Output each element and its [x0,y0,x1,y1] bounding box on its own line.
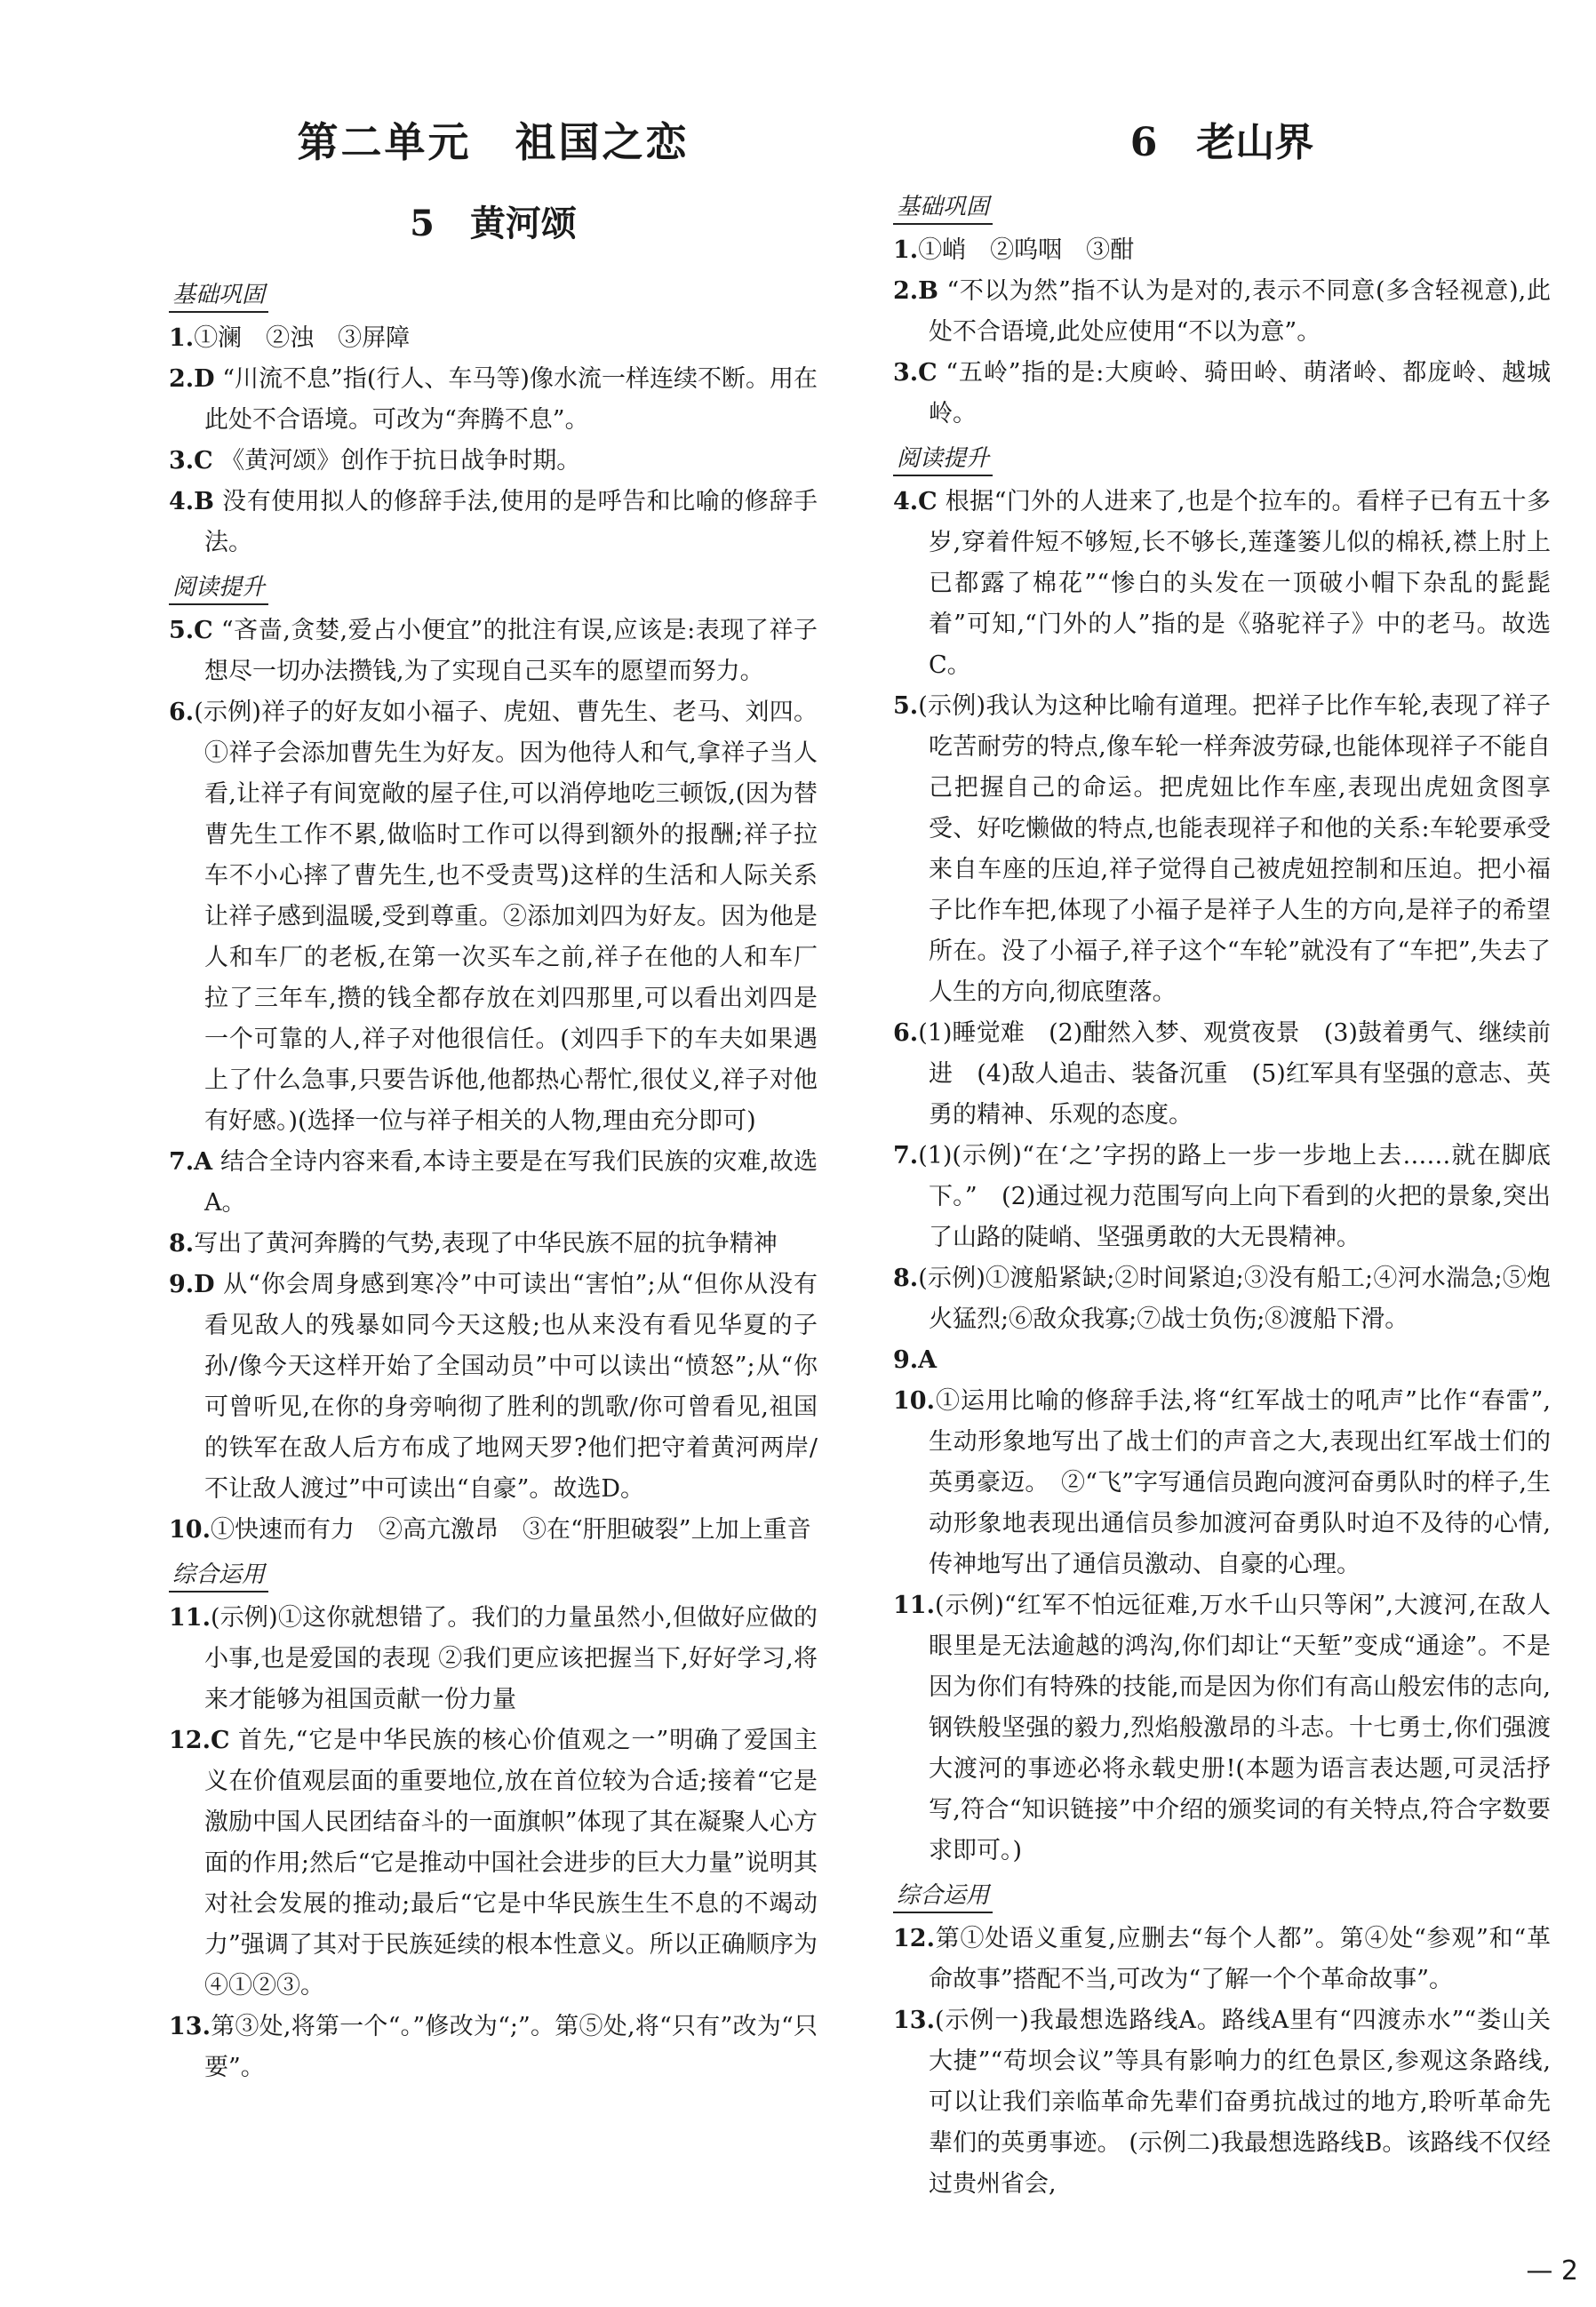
left-column [169,98,818,2088]
answer-text: ①峭 ②呜咽 ③酣 [918,236,1135,264]
answer-text: 根据“门外的人进来了,也是个拉车的。看样子已有五十多岁,穿着件短不够短,长不够长,莲蓬篓儿似的棉袄,襟上肘上已都露了棉花”“惨白的头发在一顶破小帽下杂乱的髭髭着”可知,“门外的人”指的是《骆驼祥子》中的老马。故选C。 [929,488,1551,679]
right-sections [893,183,1551,2205]
answer-item [169,692,818,1142]
answer-number: 4.C [893,488,938,515]
answer-text: “不以为然”指不认为是对的,表示不同意(多含轻视意),此处不合语境,此处应使用“不以为意”。 [929,277,1551,346]
answer-item [893,1381,1551,1585]
answer-item [169,2007,818,2088]
answer-number: 12.C [169,1727,230,1754]
answer-number: 5. [893,692,919,720]
answer-item [893,482,1551,686]
answer-number: 4.B [169,488,215,515]
answer-number: 10. [893,1387,935,1415]
answer-number: 7. [893,1142,919,1169]
section-header: 阅读提升 [169,569,268,605]
answer-item [169,441,818,482]
answer-number: 2.D [169,365,215,393]
page-number: — 2 [1526,2255,1578,2287]
answer-text: (1)(示例)“在‘之’字拐的路上一步一步地上去……就在脚底下。” (2)通过视力范围写向上向下看到的火把的景象,突出了山路的陡峭、坚强勇敢的大无畏精神。 [918,1142,1551,1251]
answer-item [169,1720,818,2007]
answer-text: “五岭”指的是:大庾岭、骑田岭、萌渚岭、都庞岭、越城岭。 [929,359,1551,427]
answer-number: 2.B [893,277,939,305]
answer-number: 10. [169,1516,211,1544]
answer-item [169,482,818,563]
answer-number: 11. [893,1592,935,1619]
answer-text: (示例)“红军不怕远征难,万水千山只等闲”,大渡河,在敌人眼里是无法逾越的鸿沟,你们却让“天堑”变成“通途”。不是因为你们有特殊的技能,而是因为你们有高山般宏伟的志向,钢铁般坚强的毅力,烈焰般激昂的斗志。十七勇士,你们强渡大渡河的事迹必将永载史册!(本题为语言表达题,可灵活抒写,符合“知识链接”中介绍的颁奖词的有关特点,符合字数要求即可。) [929,1592,1551,1864]
answer-text: 第③处,将第一个“。”修改为“;”。第⑤处,将“只有”改为“只要”。 [204,2013,818,2081]
unit-title: 第二单元 祖国之恋 [297,118,690,166]
answer-number: 1. [169,324,195,352]
answer-text: (示例)我认为这种比喻有道理。把祥子比作车轮,表现了祥子吃苦耐劳的特点,像车轮一样奔波劳碌,也能体现祥子不能自己把握自己的命运。把虎妞比作车座,表现出虎妞贪图享受、好吃懒做的特点,也能表现祥子和他的关系:车轮要承受来自车座的压迫,祥子觉得自己被虎妞控制和压迫。把小福子比作车把,体现了小福子是祥子人生的方向,是祥子的希望所在。没了小福子,祥子这个“车轮”就没有了“车把”,失去了人生的方向,彻底堕落。 [918,692,1551,1006]
answer-text: (示例)①渡船紧缺;②时间紧迫;③没有船工;④河水湍急;⑤炮火猛烈;⑥敌众我寡;⑦战士负伤;⑧渡船下滑。 [918,1265,1551,1333]
answer-text: ①快速而有力 ②高亢激昂 ③在“肝胆破裂”上加上重音 [210,1516,811,1544]
answer-text: 写出了黄河奔腾的气势,表现了中华民族不屈的抗争精神 [194,1230,778,1257]
answer-text: (示例一)我最想选路线A。路线A里有“四渡赤水”“娄山关大捷”“苟坝会议”等具有影响力的红色景区,参观这条路线,可以让我们亲临革命先辈们奋勇抗战过的地方,聆听革命先辈们的英勇事迹。 (示例二)我最想选路线B。该路线不仅经过贵州省会, [929,2007,1551,2198]
answer-item [893,353,1551,435]
answer-item [169,318,818,359]
answer-item [169,611,818,692]
section-header: 阅读提升 [893,440,993,476]
answer-item [893,1013,1551,1136]
answer-number: 9.D [169,1271,215,1298]
answer-item [169,1510,818,1551]
answer-item [893,2000,1551,2205]
answer-text: 从“你会周身感到寒冷”中可读出“害怕”;从“但你从没有看见敌人的残暴如同今天这般;也从来没有看见华夏的子孙/像今天这样开始了全国动员”中可以读出“愤怒”;从“你可曾听见,在你的身旁响彻了胜利的凯歌/你可曾看见,祖国的铁军在敌人后方布成了地网天罗?他们把守着黄河两岸/不让敌人渡过”中可读出“自豪”。故选D。 [204,1271,818,1503]
answer-item [169,1224,818,1265]
answer-item [169,1142,818,1224]
answer-item [893,1919,1551,2000]
answer-number: 8. [169,1230,195,1257]
answer-number: 3.C [893,359,938,387]
answer-item [893,271,1551,353]
lesson-title-6: 6 老山界 [1129,120,1314,165]
section-header: 综合运用 [893,1877,993,1913]
answer-text: 第①处语义重复,应删去“每个人都”。第④处“参观”和“革命故事”搭配不当,可改为“了解一个个革命故事”。 [929,1925,1551,1993]
answer-item [169,1598,818,1720]
answer-item [893,1340,1551,1381]
answer-item [893,1258,1551,1340]
answer-text: (1)睡觉难 (2)酣然入梦、观赏夜景 (3)鼓着勇气、继续前进 (4)敌人追击、装备沉重 (5)红军具有坚强的意志、英勇的精神、乐观的态度。 [918,1019,1551,1129]
right-column [893,98,1551,2205]
left-sections [169,271,818,2088]
answer-text: (示例)祥子的好友如小福子、虎妞、曹先生、老马、刘四。①祥子会添加曹先生为好友。因为他待人和气,拿祥子当人看,让祥子有间宽敞的屋子住,可以消停地吃三顿饭,(因为替曹先生工作不累,做临时工作可以得到额外的报酬;祥子拉车不小心摔了曹先生,也不受责骂)这样的生活和人际关系让祥子感到温暖,受到尊重。②添加刘四为好友。因为他是人和车厂的老板,在第一次买车之前,祥子在他的人和车厂拉了三年车,攒的钱全都存放在刘四那里,可以看出刘四是一个可靠的人,祥子对他很信任。(刘四手下的车夫如果遇上了什么急事,只要告诉他,他都热心帮忙,很仗义,祥子对他有好感。)(选择一位与祥子相关的人物,理由充分即可) [194,698,818,1135]
answer-item [169,1265,818,1510]
answer-number: 1. [893,236,919,264]
answer-text: (示例)①这你就想错了。我们的力量虽然小,但做好应做的小事,也是爱国的表现 ②我们更应该把握当下,好好学习,将来才能够为祖国贡献一份力量 [204,1604,818,1713]
answer-number: 7.A [169,1148,213,1176]
answer-number: 8. [893,1265,919,1292]
answer-text: 没有使用拟人的修辞手法,使用的是呼告和比喻的修辞手法。 [204,488,818,556]
answer-item [893,686,1551,1013]
answer-number: 3.C [169,447,213,475]
answer-number: 13. [169,2013,211,2040]
answer-item [893,230,1551,271]
answer-item [893,1136,1551,1258]
section-header: 综合运用 [169,1556,268,1593]
answer-text: “川流不息”指(行人、车马等)像水流一样连续不断。用在此处不合语境。可改为“奔腾不息”。 [204,365,818,434]
answer-number: 12. [893,1925,935,1952]
answer-item [169,359,818,441]
section-header: 基础巩固 [169,276,268,313]
answer-item [893,1585,1551,1872]
answer-number: 13. [893,2007,935,2034]
answer-number: 6. [893,1019,919,1047]
answer-text: ①运用比喻的修辞手法,将“红军战士的吼声”比作“春雷”,生动形象地写出了战士们的声音之大,表现出红军战士们的英勇豪迈。 ②“飞”字写通信员跑向渡河奋勇队时的样子,生动形象地表现出通信员参加渡河奋勇队时迫不及待的心情,传神地写出了通信员激动、自豪的心理。 [929,1387,1551,1578]
lesson-title-5: 5 黄河颂 [410,203,577,244]
answer-text: 结合全诗内容来看,本诗主要是在写我们民族的灾难,故选A。 [204,1148,818,1217]
answer-text: “吝啬,贪婪,爱占小便宜”的批注有误,应该是:表现了祥子想尽一切办法攒钱,为了实现自己买车的愿望而努力。 [204,617,818,685]
answer-number: 5.C [169,617,213,644]
answer-number: 9.A [893,1346,938,1374]
answer-text: 首先,“它是中华民族的核心价值观之一”明确了爱国主义在价值观层面的重要地位,放在首位较为合适;接着“它是激励中国人民团结奋斗的一面旗帜”体现了其在凝聚人心方面的作用;然后“它是推动中国社会进步的巨大力量”说明其对社会发展的推动;最后“它是中华民族生生不息的不竭动力”强调了其对于民族延续的根本性意义。所以正确顺序为④①②③。 [204,1727,818,2000]
answer-number: 11. [169,1604,211,1632]
section-header: 基础巩固 [893,188,993,225]
answer-text: ①澜 ②浊 ③屏障 [194,324,411,352]
answer-text: 《黄河颂》创作于抗日战争时期。 [212,447,581,475]
answer-number: 6. [169,698,195,726]
